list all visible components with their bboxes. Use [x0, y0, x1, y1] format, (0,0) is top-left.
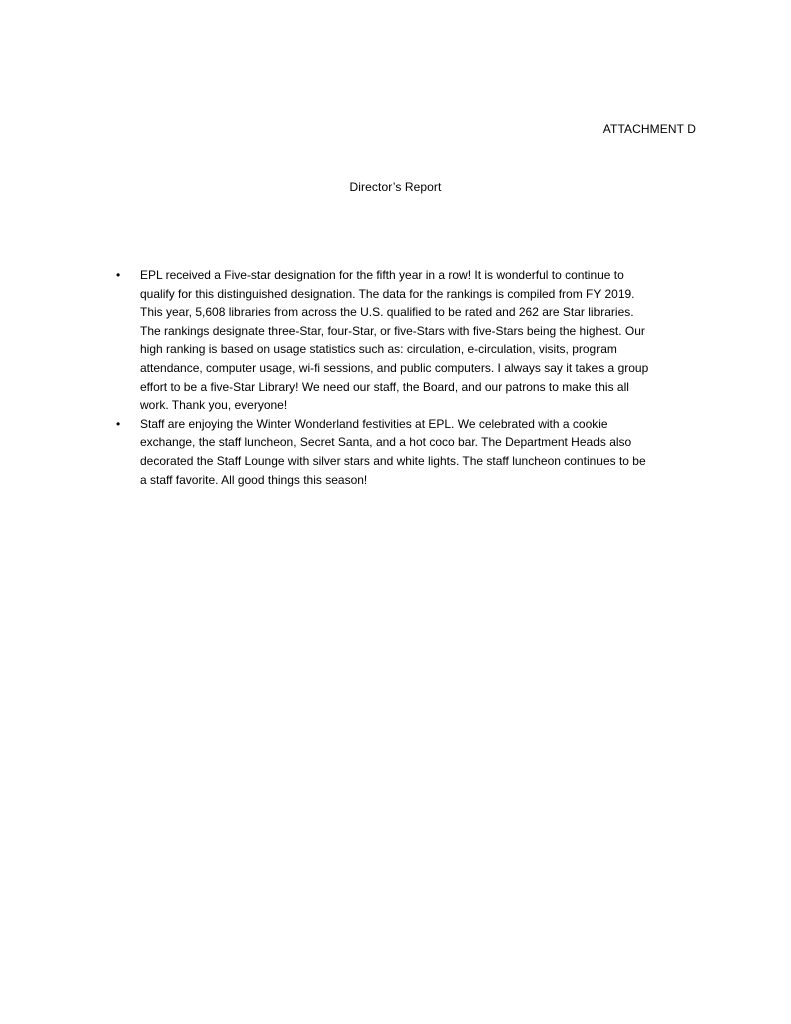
document-title: Director’s Report: [349, 180, 442, 194]
text-line: This year, 5,608 libraries from across the U.S. qualified to be rated and 262 are Star libraries.: [140, 305, 634, 320]
attachment-label: ATTACHMENT D: [602, 122, 696, 136]
text-line: EPL received a Five-star designation for the fifth year in a row! It is wonderful to continue to: [140, 268, 624, 282]
text-line: high ranking is based on usage statistics such as: circulation, e-circulation, visits, program: [140, 342, 617, 357]
text-line: Staff are enjoying the Winter Wonderland festivities at EPL. We celebrated with a cookie: [140, 416, 608, 431]
text-line: effort to be a five-Star Library! We need our staff, the Board, and our patrons to make this all: [140, 379, 629, 394]
bullet-item-five-star: [115, 266, 705, 415]
text-line: exchange, the staff luncheon, Secret Santa, and a hot coco bar. The Department Heads also: [140, 435, 632, 450]
text-line: The rankings designate three-Star, four-Star, or five-Stars with five-Stars being the highest. Our: [140, 323, 645, 338]
bullet-icon: •: [116, 268, 121, 282]
text-line: decorated the Staff Lounge with silver stars and white lights. The staff luncheon continues to be: [140, 453, 646, 468]
text-line: attendance, computer usage, wi-fi sessions, and public computers. I always say it takes a group: [140, 360, 649, 375]
text-line: a staff favorite. All good things this season!: [140, 472, 368, 487]
bullet-item-winter-wonderland: [115, 415, 705, 489]
report-bullet-list: [115, 266, 705, 489]
text-line: work. Thank you, everyone!: [140, 398, 288, 413]
bullet-icon: •: [116, 416, 121, 431]
text-line: qualify for this distinguished designation. The data for the rankings is compiled from FY 2019.: [140, 286, 635, 301]
